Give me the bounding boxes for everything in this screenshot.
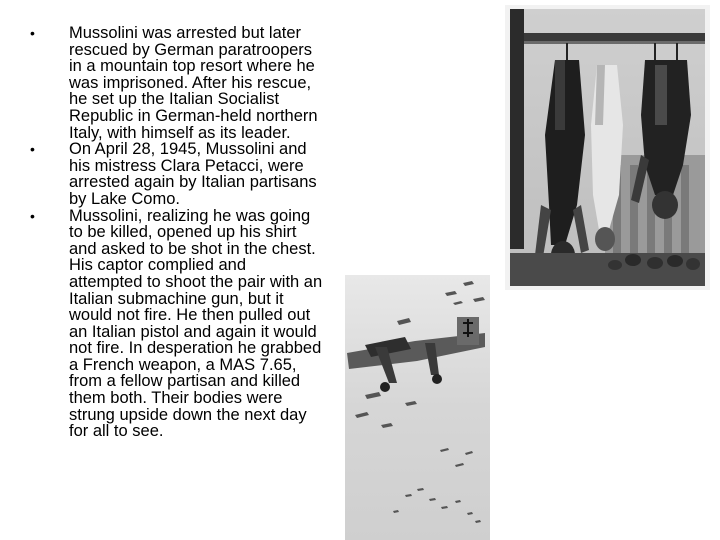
bullet-text: Mussolini, realizing he was going to be killed, opened up his shirt and asked to be shot in the chest. His captor complied and attempted to shoot the pair with an Italian submachine gun, but it would not fire. He then pulled out an Italian pistol and again it would not fire. In desperation he grabbed a French weapon, a MAS 7.65, from a fellow partisan and killed them both. Their bodies were strung upside down the next day for all to see.	[69, 206, 323, 441]
hanging-bodies-photo	[505, 5, 710, 290]
left-structure	[510, 9, 524, 249]
bullet-text: On April 28, 1945, Mussolini and his mistress Clara Petacci, were arrested again by Italian partisans by Lake Como.	[69, 140, 317, 208]
hanging-bodies-photo-image	[505, 5, 710, 290]
bullet-item	[30, 25, 360, 141]
bullet-item	[30, 208, 360, 440]
bullet-list	[30, 25, 360, 440]
aircraft-formation-photo	[345, 275, 490, 540]
bullet-item	[30, 141, 360, 207]
aircraft-formation-photo-image	[345, 275, 490, 540]
bullet-text: Mussolini was arrested but later rescued by German paratroopers in a mountain top resort where he was imprisoned. After his rescue, he set up the Italian Socialist Republic in German-held northern Italy, with himself as its leader.	[69, 24, 318, 142]
photo-sky	[345, 275, 490, 540]
bullet-marker: •	[30, 141, 35, 158]
bullet-marker: •	[30, 207, 35, 224]
bullet-marker: •	[30, 25, 35, 41]
